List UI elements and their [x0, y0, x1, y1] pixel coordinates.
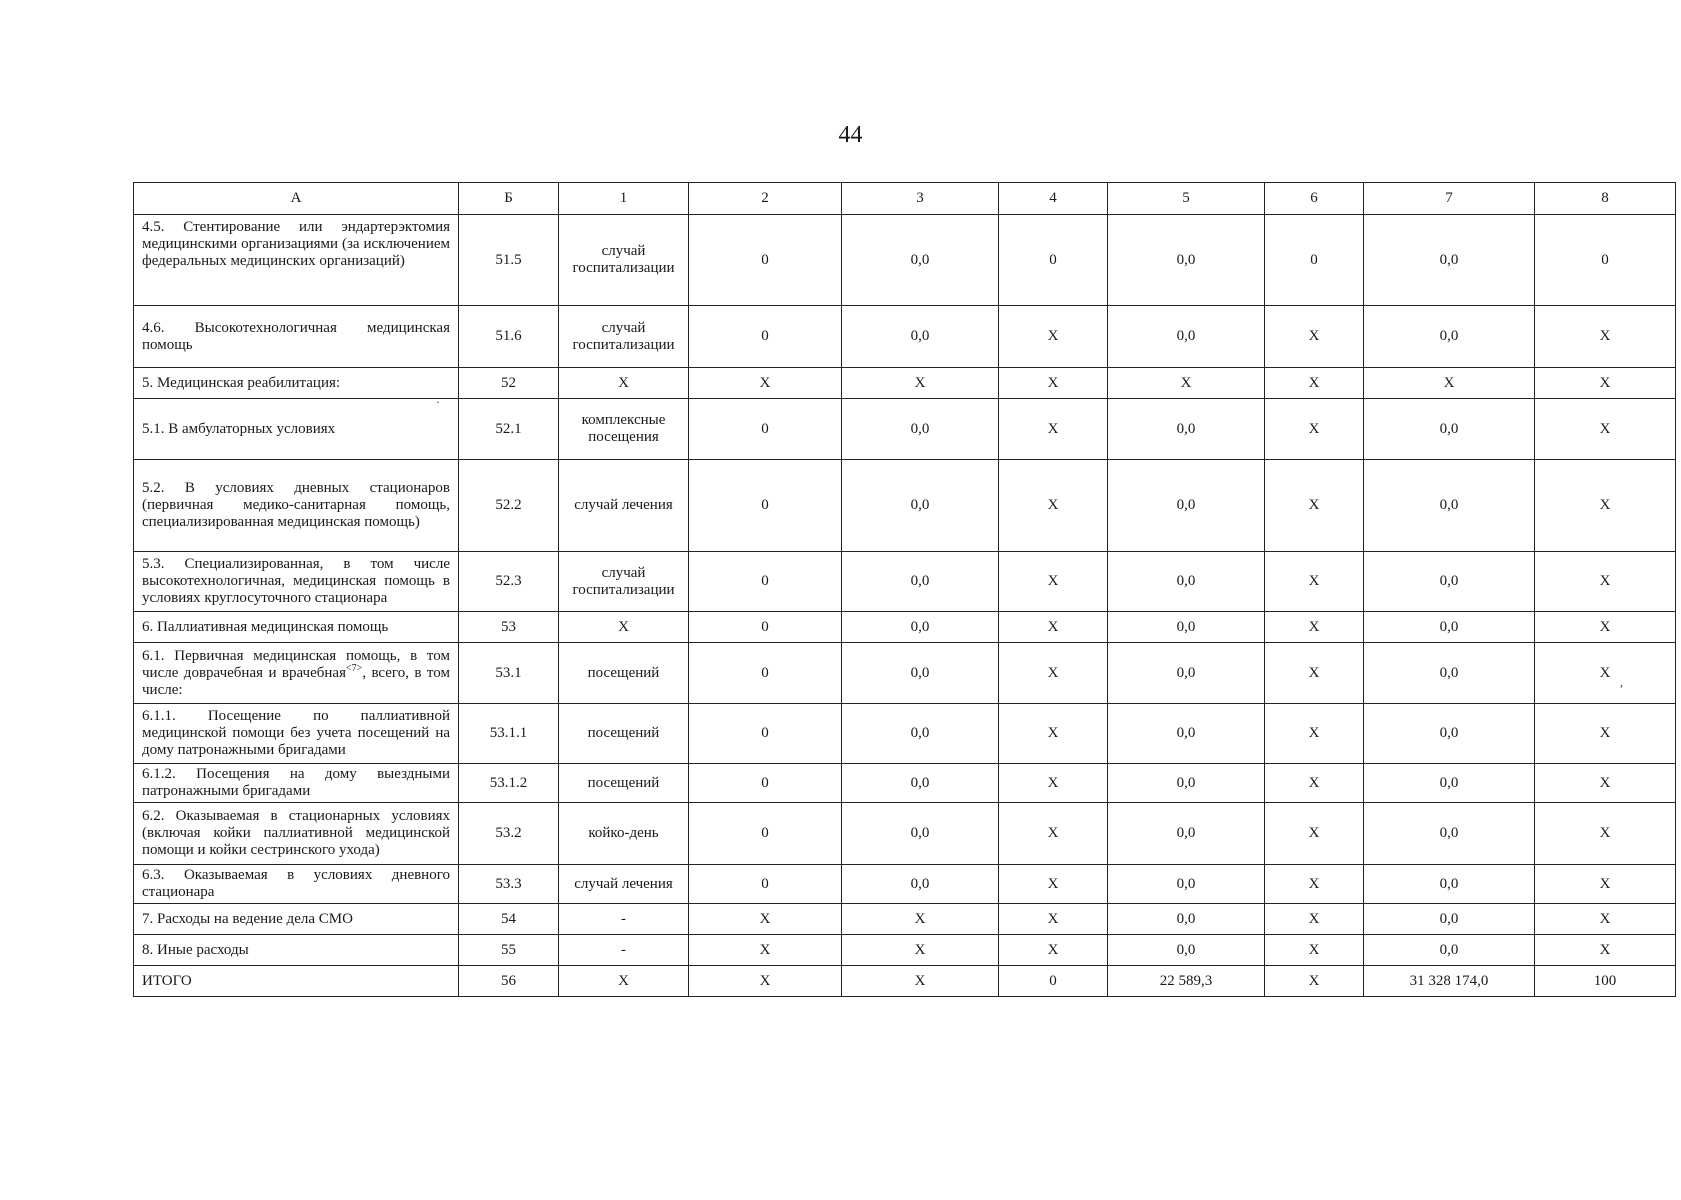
table-row	[134, 399, 1676, 460]
row-code: 51.6	[459, 306, 559, 368]
table-row	[134, 306, 1676, 368]
cell-col3: 0,0	[842, 803, 999, 865]
row-name: 7. Расходы на ведение дела СМО	[134, 904, 459, 935]
cell-col5: 0,0	[1108, 865, 1265, 904]
row-code: 52.3	[459, 552, 559, 612]
row-code: 53	[459, 612, 559, 643]
column-header: 3	[842, 183, 999, 215]
column-header: Б	[459, 183, 559, 215]
column-header: 1	[559, 183, 689, 215]
row-name: 5.3. Специализированная, в том числе высокотехнологичная, медицинская помощь в условиях круглосуточного стационара	[134, 552, 459, 612]
footnote-marker: <7>	[345, 662, 363, 674]
table-row	[134, 704, 1676, 764]
row-name: 4.6. Высокотехнологичная медицинская помощь	[134, 306, 459, 368]
cell-col3: 0,0	[842, 764, 999, 803]
cell-col4: 0	[999, 966, 1108, 997]
cell-col2: Х	[689, 935, 842, 966]
cell-col8: Х	[1535, 904, 1676, 935]
table-header-row	[134, 183, 1676, 215]
cell-col6: Х	[1265, 966, 1364, 997]
cell-col3: 0,0	[842, 306, 999, 368]
cell-col6: Х	[1265, 704, 1364, 764]
row-unit: Х	[559, 368, 689, 399]
row-code: 53.1	[459, 643, 559, 704]
cell-col4: Х	[999, 803, 1108, 865]
cell-col7: 0,0	[1364, 643, 1535, 704]
cell-col2: 0	[689, 764, 842, 803]
cell-col4: Х	[999, 306, 1108, 368]
cell-col2: 0	[689, 865, 842, 904]
table-row	[134, 764, 1676, 803]
cell-col4: Х	[999, 460, 1108, 552]
cell-col5: 0,0	[1108, 215, 1265, 306]
column-header: 8	[1535, 183, 1676, 215]
cell-col6: 0	[1265, 215, 1364, 306]
row-name: 4.5. Стентирование или эндартерэктомия медицинскими организациями (за исключением федеральных медицинских организаций)	[134, 215, 459, 306]
row-unit: случай лечения	[559, 460, 689, 552]
cell-col5: 22 589,3	[1108, 966, 1265, 997]
row-unit: посещений	[559, 764, 689, 803]
scan-speck-mark: ,	[1620, 675, 1623, 689]
row-unit: комплексные посещения	[559, 399, 689, 460]
cell-col5: 0,0	[1108, 643, 1265, 704]
cell-col2: 0	[689, 460, 842, 552]
cell-col3: 0,0	[842, 399, 999, 460]
column-header: 6	[1265, 183, 1364, 215]
cell-col7: 0,0	[1364, 306, 1535, 368]
row-unit: -	[559, 935, 689, 966]
cell-col5: 0,0	[1108, 764, 1265, 803]
cell-col8: Х	[1535, 399, 1676, 460]
cell-col2: Х	[689, 904, 842, 935]
cell-col5: 0,0	[1108, 803, 1265, 865]
cell-col3: Х	[842, 966, 999, 997]
cell-col6: Х	[1265, 552, 1364, 612]
cell-col4: 0	[999, 215, 1108, 306]
row-name-text: 6.1. Первичная медицинская помощь, в том числе доврачебная и врачебная	[142, 647, 450, 681]
cell-col5: 0,0	[1108, 935, 1265, 966]
row-name: 5.2. В условиях дневных стационаров (первичная медико-санитарная помощь, специализированная медицинская помощь)	[134, 460, 459, 552]
cell-col2: 0	[689, 399, 842, 460]
cell-col4: Х	[999, 865, 1108, 904]
cell-col8: Х	[1535, 306, 1676, 368]
cell-col7: 0,0	[1364, 904, 1535, 935]
cell-col6: Х	[1265, 306, 1364, 368]
cell-col8: Х	[1535, 803, 1676, 865]
cell-col8: Х	[1535, 612, 1676, 643]
row-unit: случай госпитализации	[559, 215, 689, 306]
column-header: 5	[1108, 183, 1265, 215]
row-code: 56	[459, 966, 559, 997]
row-unit: койко-день	[559, 803, 689, 865]
cell-col6: Х	[1265, 399, 1364, 460]
cell-col6: Х	[1265, 612, 1364, 643]
cell-col4: Х	[999, 764, 1108, 803]
table-row	[134, 460, 1676, 552]
column-header: 7	[1364, 183, 1535, 215]
row-code: 52.1	[459, 399, 559, 460]
cell-col3: Х	[842, 935, 999, 966]
table-row	[134, 552, 1676, 612]
table-row	[134, 904, 1676, 935]
row-code: 54	[459, 904, 559, 935]
cell-col5: 0,0	[1108, 399, 1265, 460]
cell-col4: Х	[999, 399, 1108, 460]
cell-col7: 0,0	[1364, 215, 1535, 306]
cell-col2: 0	[689, 306, 842, 368]
cell-col8: Х	[1535, 643, 1676, 704]
cell-col5: 0,0	[1108, 904, 1265, 935]
row-code: 53.1.1	[459, 704, 559, 764]
cell-col3: 0,0	[842, 865, 999, 904]
cell-col5: 0,0	[1108, 552, 1265, 612]
row-unit: Х	[559, 966, 689, 997]
row-unit: -	[559, 904, 689, 935]
row-name: 5.1. В амбулаторных условиях	[134, 399, 459, 460]
row-unit: посещений	[559, 704, 689, 764]
cell-col6: Х	[1265, 643, 1364, 704]
total-row	[134, 966, 1676, 997]
row-name: 8. Иные расходы	[134, 935, 459, 966]
row-name: 6.3. Оказываемая в условиях дневного стационара	[134, 865, 459, 904]
cell-col6: Х	[1265, 460, 1364, 552]
cell-col3: 0,0	[842, 704, 999, 764]
row-code: 55	[459, 935, 559, 966]
cell-col5: 0,0	[1108, 704, 1265, 764]
cell-col8: Х	[1535, 935, 1676, 966]
cell-col4: Х	[999, 704, 1108, 764]
row-name: 5. Медицинская реабилитация:	[134, 368, 459, 399]
row-code: 53.3	[459, 865, 559, 904]
row-code: 51.5	[459, 215, 559, 306]
column-header: 2	[689, 183, 842, 215]
cell-col7: Х	[1364, 368, 1535, 399]
cell-col5: 0,0	[1108, 460, 1265, 552]
cell-col7: 0,0	[1364, 399, 1535, 460]
row-name-text: , всего, в том числе:	[142, 664, 450, 698]
column-header: А	[134, 183, 459, 215]
row-code: 52.2	[459, 460, 559, 552]
cell-col5: Х	[1108, 368, 1265, 399]
column-header: 4	[999, 183, 1108, 215]
row-unit: Х	[559, 612, 689, 643]
cell-col3: 0,0	[842, 215, 999, 306]
page-number: 44	[838, 122, 863, 148]
cell-col2: Х	[689, 966, 842, 997]
cell-col8: Х	[1535, 460, 1676, 552]
cell-col2: 0	[689, 803, 842, 865]
row-unit: случай госпитализации	[559, 306, 689, 368]
table-row	[134, 865, 1676, 904]
cell-col4: Х	[999, 552, 1108, 612]
cell-col4: Х	[999, 904, 1108, 935]
cell-col6: Х	[1265, 865, 1364, 904]
cell-col5: 0,0	[1108, 306, 1265, 368]
row-code: 53.1.2	[459, 764, 559, 803]
cell-col3: 0,0	[842, 612, 999, 643]
row-unit: случай лечения	[559, 865, 689, 904]
cell-col7: 0,0	[1364, 803, 1535, 865]
cell-col8: Х	[1535, 368, 1676, 399]
row-name: 6.1.2. Посещения на дому выездными патронажными бригадами	[134, 764, 459, 803]
cell-col3: 0,0	[842, 552, 999, 612]
scan-speck-mark: ·	[436, 395, 440, 409]
cell-col7: 0,0	[1364, 460, 1535, 552]
row-code: 53.2	[459, 803, 559, 865]
cell-col3: Х	[842, 904, 999, 935]
cell-col7: 0,0	[1364, 552, 1535, 612]
cell-col6: Х	[1265, 935, 1364, 966]
cell-col7: 0,0	[1364, 764, 1535, 803]
cell-col2: 0	[689, 552, 842, 612]
cell-col8: Х	[1535, 704, 1676, 764]
table-row	[134, 215, 1676, 306]
row-name: 6.1.1. Посещение по паллиативной медицинской помощи без учета посещений на дому патронажными бригадами	[134, 704, 459, 764]
cell-col8: Х	[1535, 764, 1676, 803]
cell-col4: Х	[999, 643, 1108, 704]
table-row	[134, 368, 1676, 399]
cell-col3: 0,0	[842, 643, 999, 704]
row-name: 6. Паллиативная медицинская помощь	[134, 612, 459, 643]
cell-col7: 0,0	[1364, 704, 1535, 764]
cell-col7: 0,0	[1364, 935, 1535, 966]
cell-col4: Х	[999, 612, 1108, 643]
table-row	[134, 935, 1676, 966]
table-row	[134, 803, 1676, 865]
row-name: ИТОГО	[134, 966, 459, 997]
cell-col4: Х	[999, 935, 1108, 966]
cell-col6: Х	[1265, 904, 1364, 935]
table-row	[134, 612, 1676, 643]
cell-col5: 0,0	[1108, 612, 1265, 643]
cell-col2: 0	[689, 704, 842, 764]
cell-col6: Х	[1265, 803, 1364, 865]
cell-col2: 0	[689, 215, 842, 306]
row-code: 52	[459, 368, 559, 399]
table-row	[134, 643, 1676, 704]
row-name: 6.2. Оказываемая в стационарных условиях (включая койки паллиативной медицинской помощи и койки сестринского ухода)	[134, 803, 459, 865]
cell-col6: Х	[1265, 764, 1364, 803]
row-unit: посещений	[559, 643, 689, 704]
row-name	[134, 643, 459, 704]
cell-col4: Х	[999, 368, 1108, 399]
cell-col2: 0	[689, 612, 842, 643]
cell-col8: Х	[1535, 865, 1676, 904]
cell-col2: Х	[689, 368, 842, 399]
cell-col7: 0,0	[1364, 865, 1535, 904]
cell-col3: 0,0	[842, 460, 999, 552]
cell-col3: Х	[842, 368, 999, 399]
cell-col8: 100	[1535, 966, 1676, 997]
row-unit: случай госпитализации	[559, 552, 689, 612]
cell-col7: 31 328 174,0	[1364, 966, 1535, 997]
financial-table	[133, 182, 1676, 997]
cell-col8: Х	[1535, 552, 1676, 612]
cell-col2: 0	[689, 643, 842, 704]
cell-col6: Х	[1265, 368, 1364, 399]
cell-col8: 0	[1535, 215, 1676, 306]
cell-col7: 0,0	[1364, 612, 1535, 643]
